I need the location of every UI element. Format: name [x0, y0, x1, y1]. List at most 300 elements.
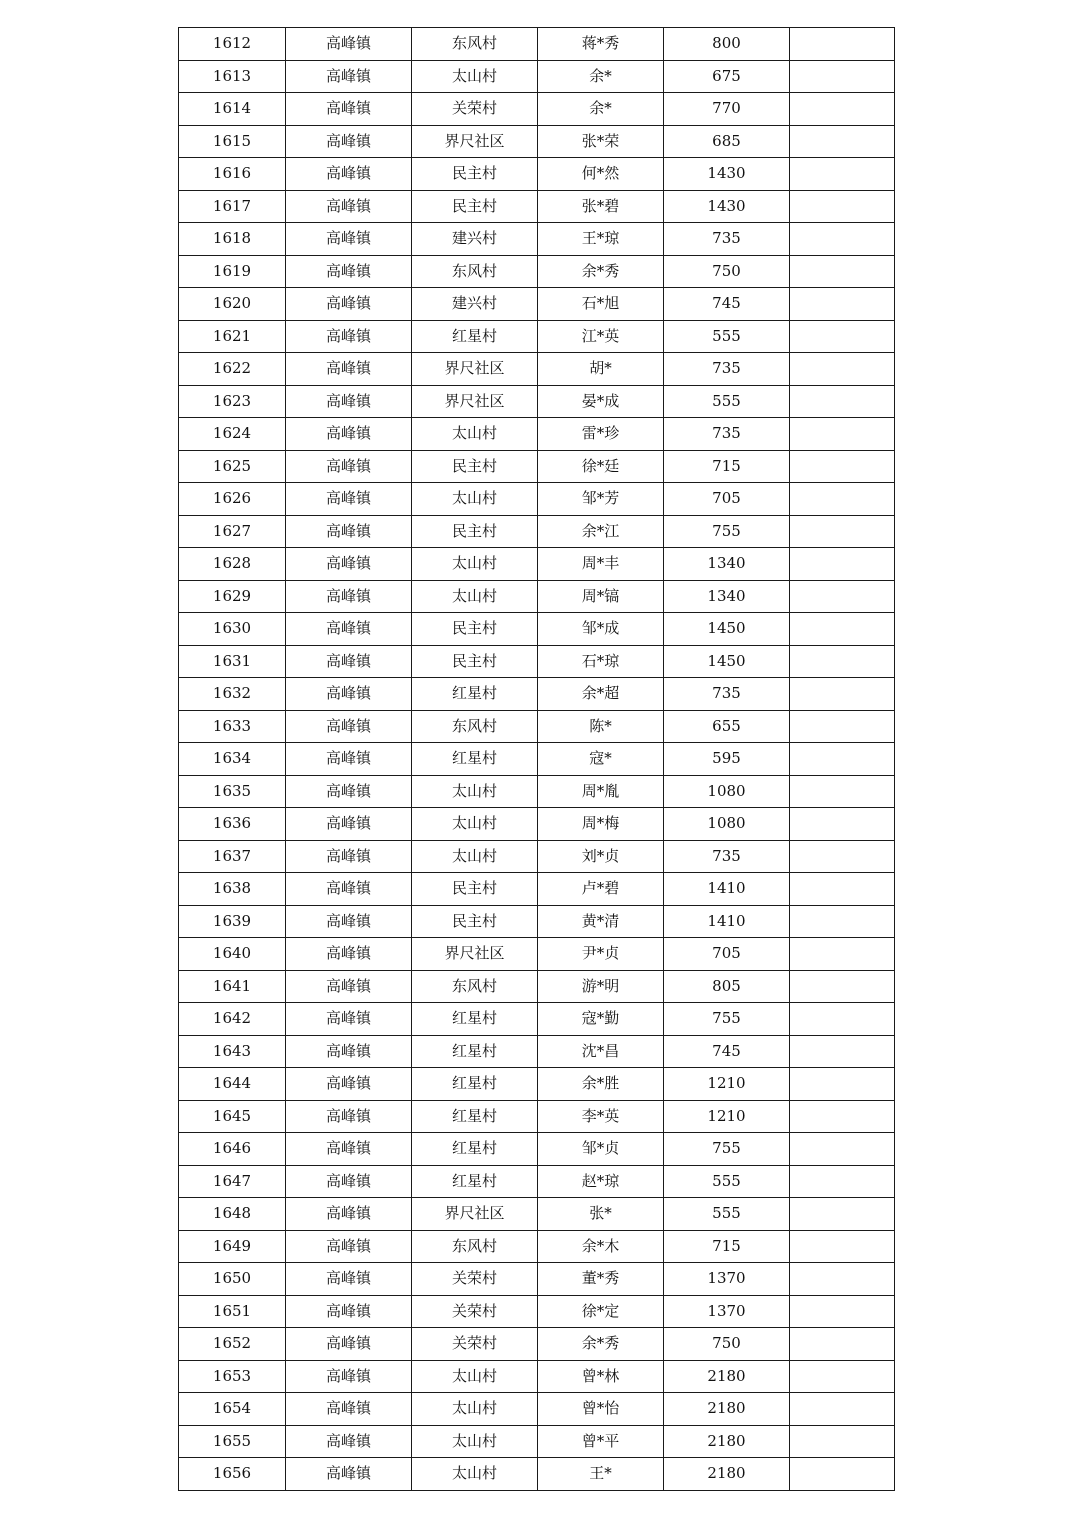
name-cell: 何*然 — [538, 158, 664, 191]
note-cell — [790, 548, 895, 581]
town-cell: 高峰镇 — [286, 450, 412, 483]
town-cell: 高峰镇 — [286, 1263, 412, 1296]
table-row — [179, 28, 895, 61]
town-cell: 高峰镇 — [286, 1100, 412, 1133]
village-cell: 民主村 — [412, 873, 538, 906]
amount-cell: 735 — [664, 223, 790, 256]
amount-cell: 750 — [664, 255, 790, 288]
row-number-cell: 1640 — [179, 938, 286, 971]
village-cell: 红星村 — [412, 1068, 538, 1101]
village-cell: 东风村 — [412, 1230, 538, 1263]
table-row — [179, 1068, 895, 1101]
table-row — [179, 353, 895, 386]
row-number-cell: 1642 — [179, 1003, 286, 1036]
name-cell: 余* — [538, 60, 664, 93]
note-cell — [790, 515, 895, 548]
roster-body — [179, 28, 895, 1491]
amount-cell: 750 — [664, 1328, 790, 1361]
village-cell: 太山村 — [412, 1393, 538, 1426]
village-cell: 红星村 — [412, 1165, 538, 1198]
town-cell: 高峰镇 — [286, 1035, 412, 1068]
table-row — [179, 93, 895, 126]
name-cell: 邹*成 — [538, 613, 664, 646]
row-number-cell: 1615 — [179, 125, 286, 158]
village-cell: 红星村 — [412, 1133, 538, 1166]
row-number-cell: 1648 — [179, 1198, 286, 1231]
table-row — [179, 1035, 895, 1068]
name-cell: 曾*怡 — [538, 1393, 664, 1426]
village-cell: 东风村 — [412, 710, 538, 743]
town-cell: 高峰镇 — [286, 905, 412, 938]
table-row — [179, 1003, 895, 1036]
note-cell — [790, 710, 895, 743]
amount-cell: 2180 — [664, 1360, 790, 1393]
village-cell: 民主村 — [412, 905, 538, 938]
table-row — [179, 743, 895, 776]
amount-cell: 755 — [664, 515, 790, 548]
table-row — [179, 1165, 895, 1198]
table-row — [179, 710, 895, 743]
name-cell: 陈* — [538, 710, 664, 743]
note-cell — [790, 1165, 895, 1198]
table-row — [179, 320, 895, 353]
amount-cell: 715 — [664, 1230, 790, 1263]
amount-cell: 685 — [664, 125, 790, 158]
village-cell: 太山村 — [412, 1425, 538, 1458]
town-cell: 高峰镇 — [286, 645, 412, 678]
note-cell — [790, 223, 895, 256]
amount-cell: 555 — [664, 320, 790, 353]
amount-cell: 595 — [664, 743, 790, 776]
amount-cell: 1340 — [664, 548, 790, 581]
town-cell: 高峰镇 — [286, 1230, 412, 1263]
table-row — [179, 873, 895, 906]
amount-cell: 755 — [664, 1133, 790, 1166]
table-row — [179, 1360, 895, 1393]
town-cell: 高峰镇 — [286, 353, 412, 386]
note-cell — [790, 288, 895, 321]
note-cell — [790, 483, 895, 516]
amount-cell: 745 — [664, 288, 790, 321]
note-cell — [790, 970, 895, 1003]
note-cell — [790, 1035, 895, 1068]
amount-cell: 755 — [664, 1003, 790, 1036]
note-cell — [790, 1003, 895, 1036]
row-number-cell: 1647 — [179, 1165, 286, 1198]
note-cell — [790, 1100, 895, 1133]
name-cell: 余*超 — [538, 678, 664, 711]
note-cell — [790, 905, 895, 938]
note-cell — [790, 1393, 895, 1426]
note-cell — [790, 320, 895, 353]
name-cell: 王* — [538, 1458, 664, 1491]
village-cell: 东风村 — [412, 28, 538, 61]
village-cell: 太山村 — [412, 60, 538, 93]
town-cell: 高峰镇 — [286, 613, 412, 646]
row-number-cell: 1646 — [179, 1133, 286, 1166]
town-cell: 高峰镇 — [286, 1165, 412, 1198]
table-row — [179, 938, 895, 971]
table-row — [179, 418, 895, 451]
name-cell: 余* — [538, 93, 664, 126]
table-row — [179, 450, 895, 483]
village-cell: 红星村 — [412, 320, 538, 353]
town-cell: 高峰镇 — [286, 1328, 412, 1361]
note-cell — [790, 678, 895, 711]
name-cell: 游*明 — [538, 970, 664, 1003]
row-number-cell: 1635 — [179, 775, 286, 808]
table-row — [179, 223, 895, 256]
amount-cell: 735 — [664, 418, 790, 451]
note-cell — [790, 938, 895, 971]
note-cell — [790, 808, 895, 841]
village-cell: 太山村 — [412, 775, 538, 808]
town-cell: 高峰镇 — [286, 548, 412, 581]
row-number-cell: 1651 — [179, 1295, 286, 1328]
amount-cell: 735 — [664, 353, 790, 386]
amount-cell: 655 — [664, 710, 790, 743]
town-cell: 高峰镇 — [286, 678, 412, 711]
row-number-cell: 1631 — [179, 645, 286, 678]
village-cell: 太山村 — [412, 418, 538, 451]
row-number-cell: 1633 — [179, 710, 286, 743]
town-cell: 高峰镇 — [286, 93, 412, 126]
note-cell — [790, 645, 895, 678]
table-row — [179, 1133, 895, 1166]
row-number-cell: 1641 — [179, 970, 286, 1003]
amount-cell: 1410 — [664, 873, 790, 906]
amount-cell: 1450 — [664, 645, 790, 678]
amount-cell: 1370 — [664, 1295, 790, 1328]
row-number-cell: 1636 — [179, 808, 286, 841]
row-number-cell: 1617 — [179, 190, 286, 223]
name-cell: 胡* — [538, 353, 664, 386]
village-cell: 太山村 — [412, 840, 538, 873]
table-row — [179, 515, 895, 548]
town-cell: 高峰镇 — [286, 223, 412, 256]
name-cell: 寇* — [538, 743, 664, 776]
row-number-cell: 1638 — [179, 873, 286, 906]
village-cell: 红星村 — [412, 1003, 538, 1036]
town-cell: 高峰镇 — [286, 320, 412, 353]
town-cell: 高峰镇 — [286, 125, 412, 158]
amount-cell: 1410 — [664, 905, 790, 938]
name-cell: 张*荣 — [538, 125, 664, 158]
village-cell: 太山村 — [412, 580, 538, 613]
row-number-cell: 1650 — [179, 1263, 286, 1296]
row-number-cell: 1625 — [179, 450, 286, 483]
table-row — [179, 255, 895, 288]
amount-cell: 1370 — [664, 1263, 790, 1296]
amount-cell: 1080 — [664, 775, 790, 808]
village-cell: 民主村 — [412, 450, 538, 483]
name-cell: 董*秀 — [538, 1263, 664, 1296]
amount-cell: 675 — [664, 60, 790, 93]
village-cell: 红星村 — [412, 678, 538, 711]
amount-cell: 1450 — [664, 613, 790, 646]
row-number-cell: 1628 — [179, 548, 286, 581]
name-cell: 张* — [538, 1198, 664, 1231]
note-cell — [790, 1425, 895, 1458]
row-number-cell: 1639 — [179, 905, 286, 938]
note-cell — [790, 1198, 895, 1231]
row-number-cell: 1627 — [179, 515, 286, 548]
table-row — [179, 1425, 895, 1458]
note-cell — [790, 190, 895, 223]
row-number-cell: 1654 — [179, 1393, 286, 1426]
town-cell: 高峰镇 — [286, 938, 412, 971]
row-number-cell: 1623 — [179, 385, 286, 418]
name-cell: 邹*贞 — [538, 1133, 664, 1166]
row-number-cell: 1649 — [179, 1230, 286, 1263]
row-number-cell: 1652 — [179, 1328, 286, 1361]
table-row — [179, 385, 895, 418]
name-cell: 余*胜 — [538, 1068, 664, 1101]
village-cell: 太山村 — [412, 548, 538, 581]
name-cell: 赵*琼 — [538, 1165, 664, 1198]
table-row — [179, 1230, 895, 1263]
town-cell: 高峰镇 — [286, 385, 412, 418]
town-cell: 高峰镇 — [286, 840, 412, 873]
village-cell: 界尺社区 — [412, 938, 538, 971]
row-number-cell: 1613 — [179, 60, 286, 93]
row-number-cell: 1626 — [179, 483, 286, 516]
name-cell: 余*木 — [538, 1230, 664, 1263]
village-cell: 界尺社区 — [412, 125, 538, 158]
name-cell: 寇*勤 — [538, 1003, 664, 1036]
amount-cell: 2180 — [664, 1458, 790, 1491]
note-cell — [790, 385, 895, 418]
town-cell: 高峰镇 — [286, 1198, 412, 1231]
town-cell: 高峰镇 — [286, 873, 412, 906]
name-cell: 周*丰 — [538, 548, 664, 581]
row-number-cell: 1612 — [179, 28, 286, 61]
name-cell: 周*胤 — [538, 775, 664, 808]
row-number-cell: 1620 — [179, 288, 286, 321]
table-row — [179, 125, 895, 158]
row-number-cell: 1643 — [179, 1035, 286, 1068]
table-row — [179, 808, 895, 841]
village-cell: 太山村 — [412, 808, 538, 841]
town-cell: 高峰镇 — [286, 288, 412, 321]
name-cell: 王*琼 — [538, 223, 664, 256]
name-cell: 卢*碧 — [538, 873, 664, 906]
table-row — [179, 1458, 895, 1491]
name-cell: 晏*成 — [538, 385, 664, 418]
amount-cell: 2180 — [664, 1425, 790, 1458]
village-cell: 民主村 — [412, 158, 538, 191]
village-cell: 关荣村 — [412, 1295, 538, 1328]
town-cell: 高峰镇 — [286, 580, 412, 613]
amount-cell: 555 — [664, 1198, 790, 1231]
name-cell: 雷*珍 — [538, 418, 664, 451]
row-number-cell: 1622 — [179, 353, 286, 386]
note-cell — [790, 93, 895, 126]
row-number-cell: 1637 — [179, 840, 286, 873]
note-cell — [790, 1458, 895, 1491]
town-cell: 高峰镇 — [286, 710, 412, 743]
town-cell: 高峰镇 — [286, 1458, 412, 1491]
town-cell: 高峰镇 — [286, 60, 412, 93]
name-cell: 徐*定 — [538, 1295, 664, 1328]
note-cell — [790, 1360, 895, 1393]
name-cell: 邹*芳 — [538, 483, 664, 516]
name-cell: 李*英 — [538, 1100, 664, 1133]
table-row — [179, 1295, 895, 1328]
table-row — [179, 1263, 895, 1296]
row-number-cell: 1616 — [179, 158, 286, 191]
town-cell: 高峰镇 — [286, 158, 412, 191]
table-row — [179, 775, 895, 808]
name-cell: 张*碧 — [538, 190, 664, 223]
name-cell: 尹*贞 — [538, 938, 664, 971]
amount-cell: 770 — [664, 93, 790, 126]
table-row — [179, 1100, 895, 1133]
table-row — [179, 905, 895, 938]
amount-cell: 555 — [664, 1165, 790, 1198]
table-row — [179, 613, 895, 646]
village-cell: 民主村 — [412, 190, 538, 223]
table-row — [179, 1328, 895, 1361]
name-cell: 刘*贞 — [538, 840, 664, 873]
note-cell — [790, 775, 895, 808]
town-cell: 高峰镇 — [286, 1393, 412, 1426]
table-row — [179, 1198, 895, 1231]
village-cell: 关荣村 — [412, 1263, 538, 1296]
note-cell — [790, 1328, 895, 1361]
table-row — [179, 580, 895, 613]
town-cell: 高峰镇 — [286, 808, 412, 841]
note-cell — [790, 873, 895, 906]
table-row — [179, 840, 895, 873]
town-cell: 高峰镇 — [286, 970, 412, 1003]
town-cell: 高峰镇 — [286, 255, 412, 288]
village-cell: 东风村 — [412, 970, 538, 1003]
village-cell: 民主村 — [412, 613, 538, 646]
town-cell: 高峰镇 — [286, 28, 412, 61]
village-cell: 红星村 — [412, 1100, 538, 1133]
amount-cell: 805 — [664, 970, 790, 1003]
note-cell — [790, 580, 895, 613]
name-cell: 曾*林 — [538, 1360, 664, 1393]
town-cell: 高峰镇 — [286, 1425, 412, 1458]
amount-cell: 705 — [664, 483, 790, 516]
row-number-cell: 1653 — [179, 1360, 286, 1393]
village-cell: 红星村 — [412, 1035, 538, 1068]
village-cell: 界尺社区 — [412, 1198, 538, 1231]
note-cell — [790, 1230, 895, 1263]
note-cell — [790, 1263, 895, 1296]
name-cell: 石*琼 — [538, 645, 664, 678]
amount-cell: 555 — [664, 385, 790, 418]
name-cell: 徐*廷 — [538, 450, 664, 483]
row-number-cell: 1630 — [179, 613, 286, 646]
amount-cell: 800 — [664, 28, 790, 61]
row-number-cell: 1655 — [179, 1425, 286, 1458]
table-row — [179, 190, 895, 223]
village-cell: 民主村 — [412, 645, 538, 678]
amount-cell: 1080 — [664, 808, 790, 841]
note-cell — [790, 353, 895, 386]
name-cell: 沈*昌 — [538, 1035, 664, 1068]
town-cell: 高峰镇 — [286, 1133, 412, 1166]
town-cell: 高峰镇 — [286, 418, 412, 451]
roster-table — [178, 27, 895, 1491]
amount-cell: 1340 — [664, 580, 790, 613]
table-row — [179, 483, 895, 516]
village-cell: 太山村 — [412, 1360, 538, 1393]
row-number-cell: 1619 — [179, 255, 286, 288]
town-cell: 高峰镇 — [286, 1295, 412, 1328]
name-cell: 余*秀 — [538, 1328, 664, 1361]
town-cell: 高峰镇 — [286, 1360, 412, 1393]
village-cell: 界尺社区 — [412, 385, 538, 418]
amount-cell: 1210 — [664, 1068, 790, 1101]
table-row — [179, 1393, 895, 1426]
village-cell: 界尺社区 — [412, 353, 538, 386]
name-cell: 余*秀 — [538, 255, 664, 288]
note-cell — [790, 158, 895, 191]
village-cell: 太山村 — [412, 483, 538, 516]
note-cell — [790, 1068, 895, 1101]
village-cell: 民主村 — [412, 515, 538, 548]
amount-cell: 745 — [664, 1035, 790, 1068]
row-number-cell: 1656 — [179, 1458, 286, 1491]
note-cell — [790, 1295, 895, 1328]
amount-cell: 705 — [664, 938, 790, 971]
row-number-cell: 1621 — [179, 320, 286, 353]
row-number-cell: 1632 — [179, 678, 286, 711]
note-cell — [790, 840, 895, 873]
table-row — [179, 645, 895, 678]
name-cell: 周*梅 — [538, 808, 664, 841]
town-cell: 高峰镇 — [286, 515, 412, 548]
note-cell — [790, 60, 895, 93]
table-row — [179, 288, 895, 321]
amount-cell: 1430 — [664, 190, 790, 223]
note-cell — [790, 418, 895, 451]
amount-cell: 735 — [664, 840, 790, 873]
village-cell: 关荣村 — [412, 1328, 538, 1361]
name-cell: 石*旭 — [538, 288, 664, 321]
row-number-cell: 1634 — [179, 743, 286, 776]
table-row — [179, 970, 895, 1003]
note-cell — [790, 1133, 895, 1166]
name-cell: 周*镐 — [538, 580, 664, 613]
name-cell: 蒋*秀 — [538, 28, 664, 61]
amount-cell: 715 — [664, 450, 790, 483]
amount-cell: 1430 — [664, 158, 790, 191]
town-cell: 高峰镇 — [286, 1068, 412, 1101]
row-number-cell: 1618 — [179, 223, 286, 256]
village-cell: 建兴村 — [412, 288, 538, 321]
village-cell: 建兴村 — [412, 223, 538, 256]
note-cell — [790, 450, 895, 483]
village-cell: 太山村 — [412, 1458, 538, 1491]
town-cell: 高峰镇 — [286, 190, 412, 223]
row-number-cell: 1629 — [179, 580, 286, 613]
note-cell — [790, 125, 895, 158]
row-number-cell: 1614 — [179, 93, 286, 126]
note-cell — [790, 255, 895, 288]
amount-cell: 2180 — [664, 1393, 790, 1426]
row-number-cell: 1645 — [179, 1100, 286, 1133]
town-cell: 高峰镇 — [286, 743, 412, 776]
town-cell: 高峰镇 — [286, 775, 412, 808]
name-cell: 黄*清 — [538, 905, 664, 938]
row-number-cell: 1624 — [179, 418, 286, 451]
amount-cell: 1210 — [664, 1100, 790, 1133]
